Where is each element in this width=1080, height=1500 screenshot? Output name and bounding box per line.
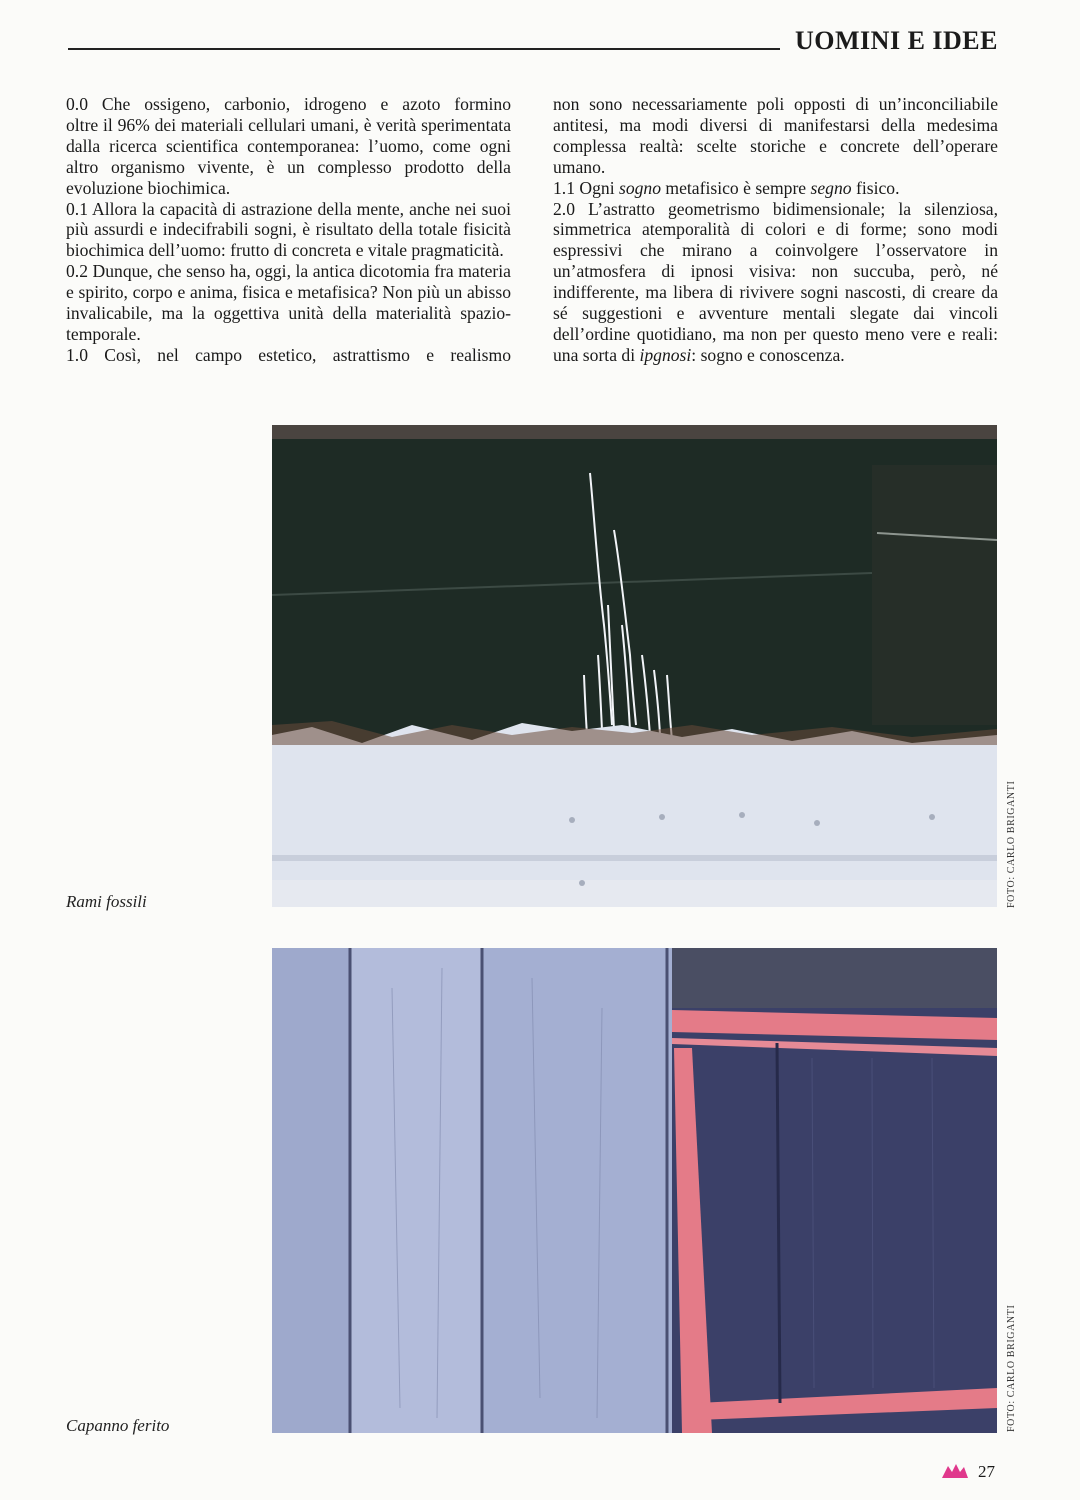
figure-caption: Capanno ferito [66, 1416, 170, 1435]
page-number: 27 [978, 1462, 995, 1481]
section-title: UOMINI E IDEE [795, 26, 998, 55]
text-column-left [66, 94, 511, 366]
publication-logo-icon [940, 1462, 970, 1480]
paragraph: 0.0 Che ossigeno, carbonio, idrogeno e azoto formino [66, 94, 511, 114]
paragraph: 2.0 L’astratto geometrismo bidimensionale; la silenziosa, simmetrica atemporalità di colori e di forme; sono modi espressivi che mirano a coinvolgere l’osservatore in un’atmosfera di ipnosi visiva: non succuba, però, né indifferente, ma libera di rivivere sogni nascosti, di creare da sé suggestioni e avventure mentali slegate dai vincoli dell’ordine quotidiano, ma non per questo meno vere e reali: una sorta di ipgnosi: sogno e conoscenza. [553, 198, 998, 365]
photo-credit: FOTO: CARLO BRIGANTI [1006, 1304, 1017, 1432]
paragraph: 1.1 Ogni sogno metafisico è sempre segno fisico. [553, 177, 900, 198]
paragraph: 1.0 Così, nel campo estetico, astrattismo e realismo [66, 344, 511, 365]
text-column-right [553, 94, 998, 366]
photo-capanno-ferito [272, 948, 997, 1433]
header-rule [68, 48, 780, 50]
figure-caption: Rami fossili [66, 892, 147, 911]
paragraph: non sono necessariamente poli opposti di un’inconciliabile antitesi, ma modi diversi di manifestarsi della medesima complessa realtà: scelte storiche e concrete dell’operare umano. [553, 94, 998, 177]
paragraph: oltre il 96% dei materiali cellulari umani, è verità sperimentata dalla ricerca scientifica contemporanea: l’uomo, come ogni altro organismo vivente, è un complesso prodotto della evoluzione biochimica. [66, 114, 511, 198]
paragraph: 0.1 Allora la capacità di astrazione della mente, anche nei suoi più assurdi e indecifrabili sogni, è risultato della totale fisicità biochimica dell’uomo: frutto di concreta e vitale pragmaticità. [66, 198, 511, 261]
photo-credit: FOTO: CARLO BRIGANTI [1006, 780, 1017, 908]
paragraph: 0.2 Dunque, che senso ha, oggi, la antica dicotomia fra materia e spirito, corpo e anima, fisica e metafisica? Non più un abisso invalicabile, ma la oggettiva unità della materialità spazio-temporale. [66, 261, 511, 344]
photo-rami-fossili [272, 425, 997, 907]
